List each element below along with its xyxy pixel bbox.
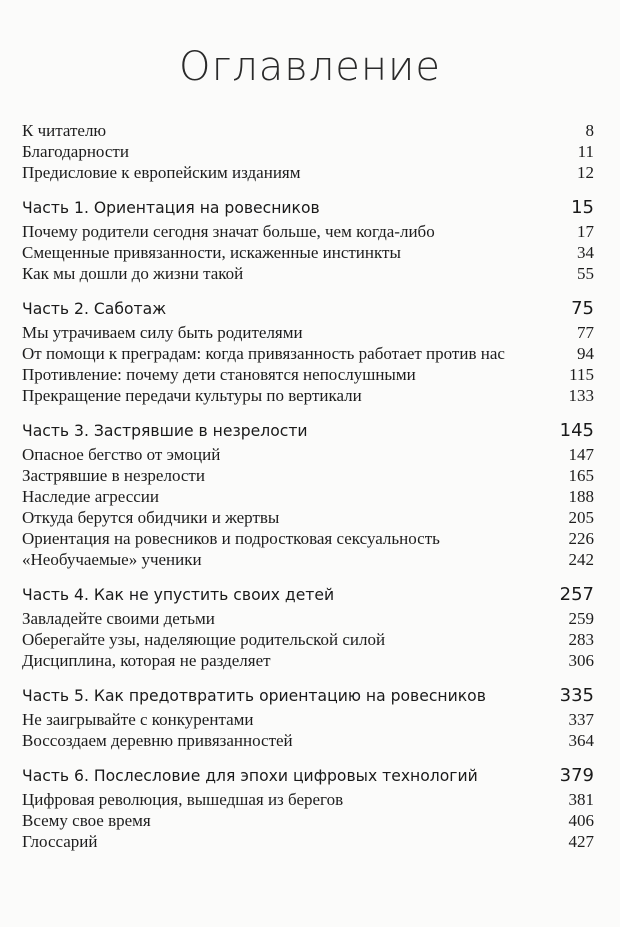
toc-entry xyxy=(22,789,594,810)
toc-entry xyxy=(22,385,594,406)
toc-entry xyxy=(22,322,594,343)
toc-entry xyxy=(22,831,594,852)
entry-page: 34 xyxy=(577,243,594,262)
part-header xyxy=(22,195,594,221)
toc-entry xyxy=(22,486,594,507)
entry-title: Мы утрачиваем силу быть родителями xyxy=(22,323,303,342)
part-page: 75 xyxy=(571,298,594,319)
toc-entry xyxy=(22,221,594,242)
toc-entry xyxy=(22,444,594,465)
part-2 xyxy=(22,296,594,406)
entry-page: 283 xyxy=(568,630,594,649)
page-title: Оглавление xyxy=(179,44,441,90)
part-4 xyxy=(22,582,594,671)
entry-title: Благодарности xyxy=(22,142,129,161)
toc-entry xyxy=(22,730,594,751)
part-title: Часть 5. Как предотвратить ориентацию на ровесников xyxy=(22,687,486,705)
entry-page: 8 xyxy=(585,121,594,140)
entry-title: Предисловие к европейским изданиям xyxy=(22,163,301,182)
entry-title: Застрявшие в незрелости xyxy=(22,466,205,485)
entry-title: Завладейте своими детьми xyxy=(22,609,215,628)
toc-entry xyxy=(22,608,594,629)
entry-title: Почему родители сегодня значат больше, чем когда-либо xyxy=(22,222,435,241)
entry-page: 226 xyxy=(568,529,594,548)
entry-title: Опасное бегство от эмоций xyxy=(22,445,221,464)
part-5 xyxy=(22,683,594,751)
toc-entry xyxy=(22,549,594,570)
part-header xyxy=(22,296,594,322)
entry-page: 12 xyxy=(577,163,594,182)
toc-entry xyxy=(22,465,594,486)
part-header xyxy=(22,418,594,444)
entry-page: 406 xyxy=(568,811,594,830)
part-title: Часть 3. Застрявшие в незрелости xyxy=(22,422,308,440)
entry-title: «Необучаемые» ученики xyxy=(22,550,202,569)
entry-page: 205 xyxy=(568,508,594,527)
entry-title: Оберегайте узы, наделяющие родительской силой xyxy=(22,630,386,649)
toc-entry xyxy=(22,263,594,284)
toc-entry xyxy=(22,507,594,528)
front-matter xyxy=(22,120,594,183)
table-of-contents xyxy=(22,120,594,852)
entry-page: 165 xyxy=(568,466,594,485)
entry-page: 259 xyxy=(568,609,594,628)
part-header xyxy=(22,763,594,789)
part-title: Часть 2. Саботаж xyxy=(22,300,167,318)
entry-title: Ориентация на ровесников и подростковая сексуальность xyxy=(22,529,440,548)
part-6 xyxy=(22,763,594,852)
entry-page: 188 xyxy=(568,487,594,506)
entry-page: 306 xyxy=(568,651,594,670)
entry-title: Противление: почему дети становятся непослушными xyxy=(22,365,416,384)
toc-entry xyxy=(22,629,594,650)
entry-title: Цифровая революция, вышедшая из берегов xyxy=(22,790,344,809)
entry-title: Прекращение передачи культуры по вертикали xyxy=(22,386,362,405)
part-page: 335 xyxy=(559,685,594,706)
part-3 xyxy=(22,418,594,570)
toc-entry xyxy=(22,162,594,183)
part-1 xyxy=(22,195,594,284)
part-page: 15 xyxy=(571,197,594,218)
entry-page: 147 xyxy=(568,445,594,464)
part-title: Часть 6. Послесловие для эпохи цифровых технологий xyxy=(22,767,478,785)
toc-entry xyxy=(22,650,594,671)
toc-entry xyxy=(22,364,594,385)
toc-entry xyxy=(22,343,594,364)
entry-title: От помощи к преградам: когда привязанность работает против нас xyxy=(22,344,505,363)
entry-page: 11 xyxy=(577,142,594,161)
entry-title: К читателю xyxy=(22,121,107,140)
entry-page: 17 xyxy=(577,222,594,241)
entry-page: 242 xyxy=(568,550,594,569)
entry-title: Воссоздаем деревню привязанностей xyxy=(22,731,293,750)
part-header xyxy=(22,582,594,608)
entry-page: 133 xyxy=(568,386,594,405)
entry-page: 337 xyxy=(568,710,594,729)
entry-title: Откуда берутся обидчики и жертвы xyxy=(22,508,280,527)
entry-title: Дисциплина, которая не разделяет xyxy=(22,651,271,670)
entry-page: 77 xyxy=(577,323,594,342)
part-page: 145 xyxy=(559,420,594,441)
part-page: 257 xyxy=(559,584,594,605)
toc-entry xyxy=(22,528,594,549)
part-page: 379 xyxy=(559,765,594,786)
part-header xyxy=(22,683,594,709)
toc-entry xyxy=(22,120,594,141)
entry-title: Смещенные привязанности, искаженные инстинкты xyxy=(22,243,401,262)
entry-page: 115 xyxy=(569,365,594,384)
entry-page: 427 xyxy=(568,832,594,851)
entry-title: Не заигрывайте с конкурентами xyxy=(22,710,254,729)
toc-entry xyxy=(22,141,594,162)
entry-title: Глоссарий xyxy=(22,832,98,851)
entry-page: 94 xyxy=(577,344,594,363)
toc-entry xyxy=(22,810,594,831)
part-title: Часть 1. Ориентация на ровесников xyxy=(22,199,320,217)
entry-title: Как мы дошли до жизни такой xyxy=(22,264,244,283)
entry-title: Всему свое время xyxy=(22,811,151,830)
toc-entry xyxy=(22,709,594,730)
entry-page: 381 xyxy=(568,790,594,809)
entry-title: Наследие агрессии xyxy=(22,487,159,506)
entry-page: 55 xyxy=(577,264,594,283)
entry-page: 364 xyxy=(568,731,594,750)
part-title: Часть 4. Как не упустить своих детей xyxy=(22,586,335,604)
toc-entry xyxy=(22,242,594,263)
